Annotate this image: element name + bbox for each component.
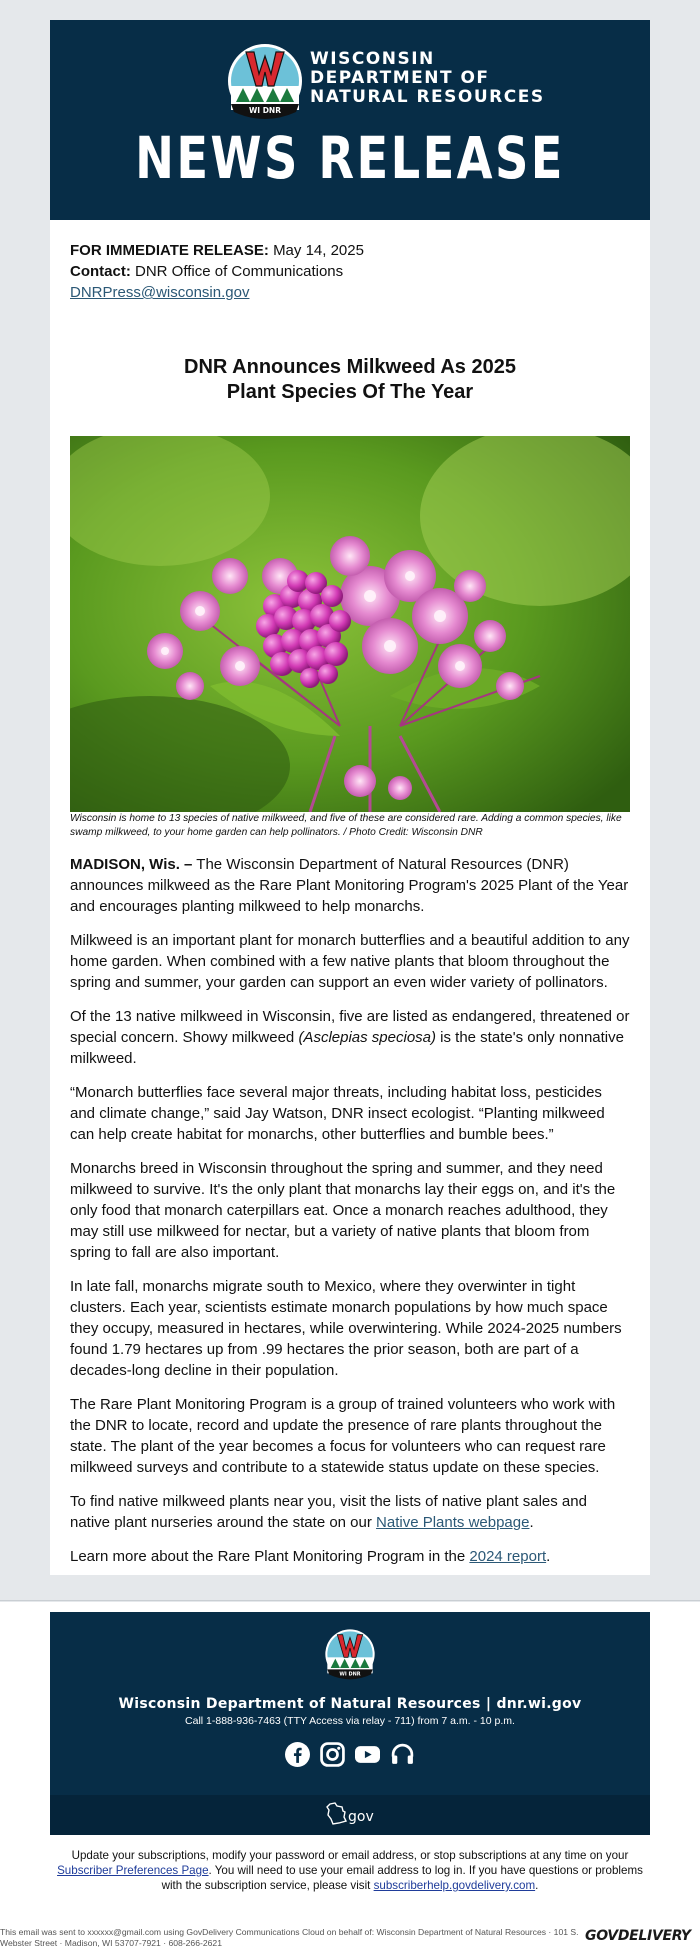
govdelivery-logo[interactable]: GOVDELIVERY [585, 1928, 691, 1944]
instagram-icon[interactable] [320, 1742, 345, 1767]
article-paragraph: The Rare Plant Monitoring Program is a group of trained volunteers who work with the DNR to locate, record and update the presence of rare plants throughout the state. The plant of the year becomes a focus for volunteers who can request rare milkweed surveys and contribute to a statewide status update on these species. [70, 1396, 616, 1476]
agency-line-3: NATURAL RESOURCES [310, 87, 545, 107]
release-label: FOR IMMEDIATE RELEASE: [70, 242, 269, 259]
wisconsin-gov-bar [50, 1795, 650, 1835]
contact-label: Contact: [70, 263, 131, 280]
agency-line-2: DEPARTMENT OF [310, 68, 490, 88]
divider [0, 1600, 700, 1601]
svg-text:WI DNR: WI DNR [249, 106, 281, 115]
article-paragraph: In late fall, monarchs migrate south to Mexico, where they overwinter in tight clusters. Each year, scientists estimate monarch populations by how much space they occupy, measured in hectares, while overwintering. While 2024-2025 numbers found 1.79 hectares up from .99 hectares the prior season, both are part of a decades-long decline in their population. [70, 1278, 622, 1379]
species-name: (Asclepias speciosa) [298, 1029, 436, 1046]
wisconsin-gov-link[interactable] [326, 1802, 376, 1828]
svg-text:WI DNR: WI DNR [339, 1671, 361, 1678]
header-banner [50, 20, 650, 220]
milkweed-flower-icon [70, 436, 630, 812]
subscription-notice: Update your subscriptions, modify your password or email address, or stop subscriptions at any time on your Subscriber Preferences Page. You will need to use your email address to log in. If you have questions or problems with the subscription service, please visit subscriberhelp.govdelivery.com. [57, 1849, 643, 1892]
footer-phone: Call 1-888-936-7463 (TTY Access via relay - 711) from 7 a.m. - 10 p.m. [185, 1715, 515, 1727]
article-paragraph: MADISON, Wis. – The Wisconsin Department of Natural Resources (DNR) announces milkweed as the Rare Plant Monitoring Program's 2025 Plant of the Year and encourages planting milkweed to help monarchs. [70, 856, 629, 915]
gov-label: gov [348, 1809, 374, 1825]
subscriber-help-link[interactable]: subscriberhelp.govdelivery.com [373, 1879, 536, 1892]
agency-name [310, 50, 545, 107]
article-paragraph: “Monarch butterflies face several major threats, including habitat loss, pesticides and climate change,” said Jay Watson, DNR insect ecologist. “Planting milkweed can help create habitat for monarchs, other butterflies and bumble bees.” [70, 1084, 605, 1143]
release-card [50, 220, 650, 1575]
podcast-icon[interactable] [390, 1742, 415, 1767]
headline [70, 355, 630, 405]
footer [50, 1612, 650, 1795]
subscriber-preferences-link[interactable]: Subscriber Preferences Page [57, 1864, 209, 1877]
article-body [70, 854, 630, 1580]
release-date: May 14, 2025 [273, 242, 364, 259]
article-paragraph: Milkweed is an important plant for monarch butterflies and a beautiful addition to any home garden. When combined with a few native plants that bloom throughout the spring and summer, your garden can support an even wider variety of pollinators. [70, 932, 630, 991]
press-email-link[interactable]: DNRPress@wisconsin.gov [70, 284, 250, 301]
wi-dnr-logo-icon [226, 42, 304, 120]
email-disclaimer: This email was sent to xxxxxx@gmail.com using GovDelivery Communications Cloud on behalf of: Wisconsin Department of Natural Resources · 101 S. Webster Street · Madison, WI 53707-7921 · 608-266-2621 [0, 1927, 579, 1948]
agency-line-1: WISCONSIN [310, 49, 435, 69]
report-2024-link[interactable]: 2024 report [469, 1548, 547, 1565]
footer-title: Wisconsin Department of Natural Resources | dnr.wi.gov [118, 1696, 582, 1712]
news-release-title: NEWS RELEASE [135, 124, 565, 192]
article-paragraph: To find native milkweed plants near you, visit the lists of native plant sales and native plant nurseries around the state on our Native Plants webpage. [70, 1493, 587, 1531]
release-meta [70, 240, 364, 303]
headline-line-2: Plant Species Of The Year [226, 381, 474, 403]
wi-dnr-footer-logo-icon [324, 1628, 376, 1680]
social-links [50, 1742, 650, 1767]
milkweed-photo [70, 436, 630, 812]
native-plants-link[interactable]: Native Plants webpage [376, 1514, 530, 1531]
photo-caption: Wisconsin is home to 13 species of native milkweed, and five of these are considered rare. Adding a common species, like swamp milkweed, to your home garden can help pollinators. / Photo Credit: Wisconsin DNR [70, 813, 622, 838]
article-paragraph: Monarchs breed in Wisconsin throughout the spring and summer, and they need milkweed to survive. It's the only plant that monarchs lay their eggs on, and it's the only food that monarch caterpillars eat. Once a monarch reaches adulthood, they may still use milkweed for nectar, but a variety of native plants that bloom from spring to fall are also important. [70, 1160, 616, 1261]
contact-value: DNR Office of Communications [135, 263, 344, 280]
facebook-icon[interactable] [285, 1742, 310, 1767]
headline-line-1: DNR Announces Milkweed As 2025 [184, 356, 516, 378]
article-paragraph: Of the 13 native milkweed in Wisconsin, five are listed as endangered, threatened or special concern. Showy milkweed (Asclepias speciosa) is the state's only nonnative milkweed. [70, 1008, 630, 1067]
youtube-icon[interactable] [355, 1742, 380, 1767]
article-paragraph: Learn more about the Rare Plant Monitoring Program in the 2024 report. [70, 1548, 551, 1565]
wisconsin-state-icon [326, 1802, 348, 1826]
dateline: MADISON, Wis. – [70, 856, 193, 873]
